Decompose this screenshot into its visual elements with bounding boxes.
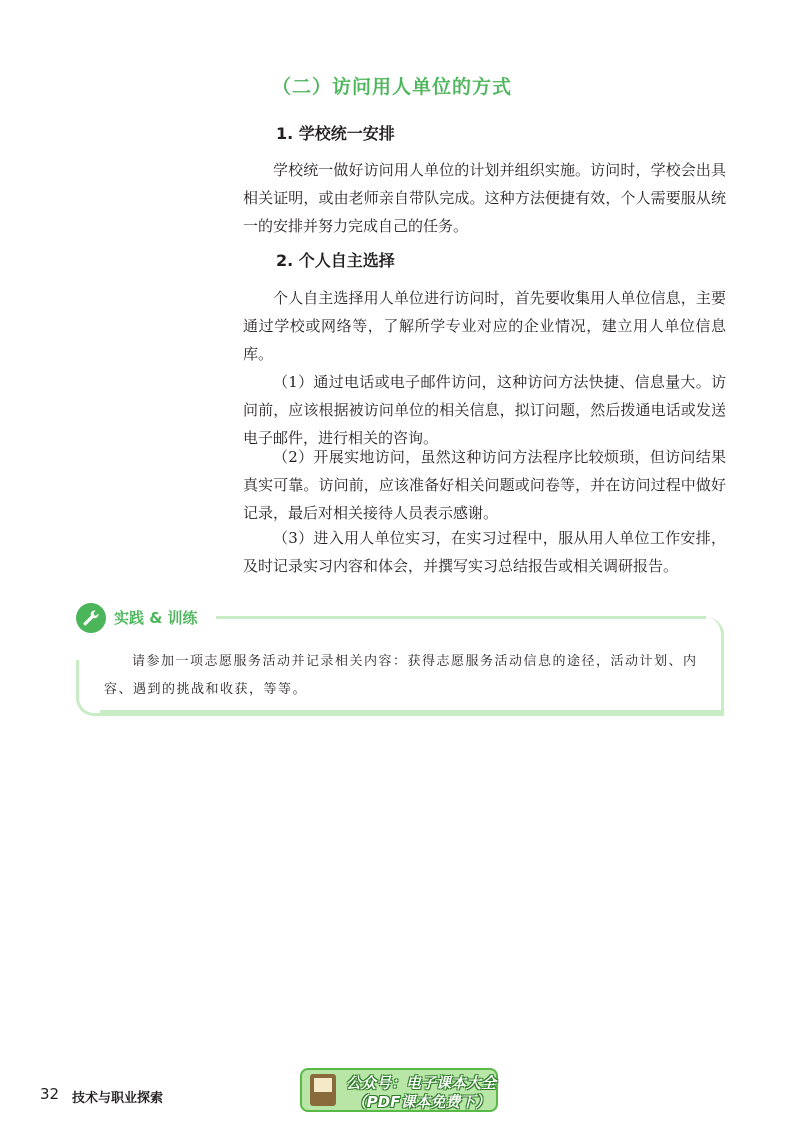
book-icon (310, 1074, 336, 1106)
watermark-line1: 公众号：电子课本大全 (346, 1074, 497, 1092)
watermark-line2: （PDF课本免费下） (351, 1093, 491, 1111)
page-number: 32 (40, 1085, 60, 1103)
practice-box-left-border (76, 660, 94, 716)
subheading-school-arranged: 1. 学校统一安排 (276, 124, 395, 143)
paragraph-self-selected-intro: 个人自主选择用人单位进行访问时，首先要收集用人单位信息，主要通过学校或网络等，了解所学专业对应的企业情况，建立用人单位信息库。 (243, 289, 726, 363)
subheading-self-selected: 2. 个人自主选择 (276, 251, 395, 270)
book-title: 技术与职业探索 (72, 1091, 164, 1106)
paragraph-method-phone-email: （1）通过电话或电子邮件访问，这种访问方法快捷、信息量大。访问前，应该根据被访问单位的相关信息，拟订问题，然后拨通电话或发送电子邮件，进行相关的咨询。 (243, 373, 726, 447)
practice-text: 请参加一项志愿服务活动并记录相关内容：获得志愿服务活动信息的途径，活动计划、内容、遇到的挑战和收获，等等。 (104, 654, 698, 697)
wrench-icon (76, 603, 106, 633)
section-title: （二）访问用人单位的方式 (272, 76, 513, 98)
watermark-badge (300, 1068, 498, 1112)
practice-box-bottom-border (92, 713, 724, 716)
paragraph-method-internship: （3）进入用人单位实习，在实习过程中，服从用人单位工作安排，及时记录实习内容和体会，并撰写实习总结报告或相关调研报告。 (243, 529, 726, 575)
practice-title: 实践 & 训练 (114, 609, 198, 627)
paragraph-school-arranged: 学校统一做好访问用人单位的计划并组织实施。访问时，学校会出具相关证明，或由老师亲自带队完成。这种方法便捷有效，个人需要服从统一的安排并努力完成自己的任务。 (243, 161, 726, 235)
paragraph-method-site-visit: （2）开展实地访问，虽然这种访问方法程序比较烦琐，但访问结果真实可靠。访问前，应该准备好相关问题或问卷等，并在访问过程中做好记录，最后对相关接待人员表示感谢。 (243, 448, 726, 522)
